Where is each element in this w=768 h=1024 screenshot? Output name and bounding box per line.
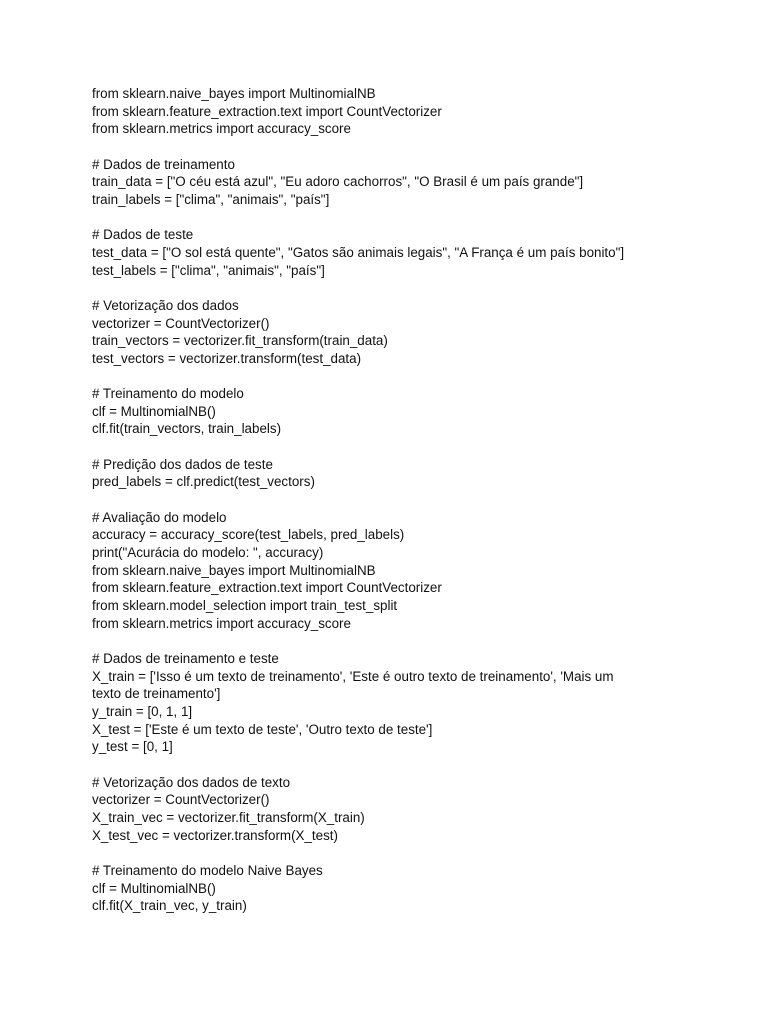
code-line: from sklearn.model_selection import train_test_split	[92, 598, 398, 614]
code-line: # Vetorização dos dados de texto	[92, 774, 291, 790]
code-line: pred_labels = clf.predict(test_vectors)	[92, 474, 315, 490]
code-line: from sklearn.metrics import accuracy_score	[92, 615, 351, 631]
code-line	[92, 138, 692, 156]
code-line: X_train_vec = vectorizer.fit_transform(X_train)	[92, 809, 365, 825]
code-line: # Treinamento do modelo	[92, 386, 244, 402]
code-line: # Vetorização dos dados	[92, 297, 239, 313]
code-line: from sklearn.naive_bayes import MultinomialNB	[92, 86, 376, 101]
code-line: vectorizer = CountVectorizer()	[92, 315, 270, 331]
code-line	[92, 632, 692, 650]
code-line	[92, 279, 692, 297]
code-line	[92, 844, 692, 862]
code-line: texto de treinamento']	[92, 686, 221, 702]
code-line: from sklearn.naive_bayes import MultinomialNB	[92, 562, 376, 578]
code-line: # Treinamento do modelo Naive Bayes	[92, 862, 323, 878]
code-line: vectorizer = CountVectorizer()	[92, 792, 270, 808]
code-line: train_vectors = vectorizer.fit_transform(train_data)	[92, 333, 388, 349]
code-line: train_data = ["O céu está azul", "Eu adoro cachorros", "O Brasil é um país grande"]	[92, 174, 584, 190]
code-line: train_labels = ["clima", "animais", "país"]	[92, 191, 330, 207]
code-text-block	[92, 85, 692, 915]
code-line: y_test = [0, 1]	[92, 739, 173, 755]
code-line: test_data = ["O sol está quente", "Gatos são animais legais", "A França é um país bonito"]	[92, 244, 625, 260]
code-line	[92, 756, 692, 774]
code-line	[92, 209, 692, 227]
code-line: test_labels = ["clima", "animais", "país"]	[92, 262, 325, 278]
code-line	[92, 438, 692, 456]
code-line: X_test = ['Este é um texto de teste', 'Outro texto de teste']	[92, 721, 433, 737]
code-line: # Dados de treinamento e teste	[92, 651, 279, 666]
code-line: test_vectors = vectorizer.transform(test_data)	[92, 350, 362, 366]
code-line: from sklearn.feature_extraction.text import CountVectorizer	[92, 103, 442, 119]
code-line: from sklearn.metrics import accuracy_score	[92, 121, 351, 137]
code-line: accuracy = accuracy_score(test_labels, pred_labels)	[92, 527, 405, 543]
code-line	[92, 368, 692, 386]
code-line: from sklearn.feature_extraction.text import CountVectorizer	[92, 580, 442, 596]
code-line: clf.fit(train_vectors, train_labels)	[92, 421, 282, 437]
code-line: y_train = [0, 1, 1]	[92, 703, 193, 719]
code-line: clf = MultinomialNB()	[92, 403, 216, 419]
code-line: # Dados de treinamento	[92, 156, 235, 172]
code-line: X_train = ['Isso é um texto de treinamento', 'Este é outro texto de treinamento', 'Mais um	[92, 668, 614, 684]
code-line: clf.fit(X_train_vec, y_train)	[92, 898, 247, 914]
code-line: # Avaliação do modelo	[92, 509, 227, 525]
code-line: # Dados de teste	[92, 227, 194, 243]
code-line: X_test_vec = vectorizer.transform(X_test)	[92, 827, 338, 843]
code-line: clf = MultinomialNB()	[92, 880, 216, 896]
code-line	[92, 491, 692, 509]
code-line: print("Acurácia do modelo: ", accuracy)	[92, 545, 324, 561]
code-line: # Predição dos dados de teste	[92, 456, 273, 472]
